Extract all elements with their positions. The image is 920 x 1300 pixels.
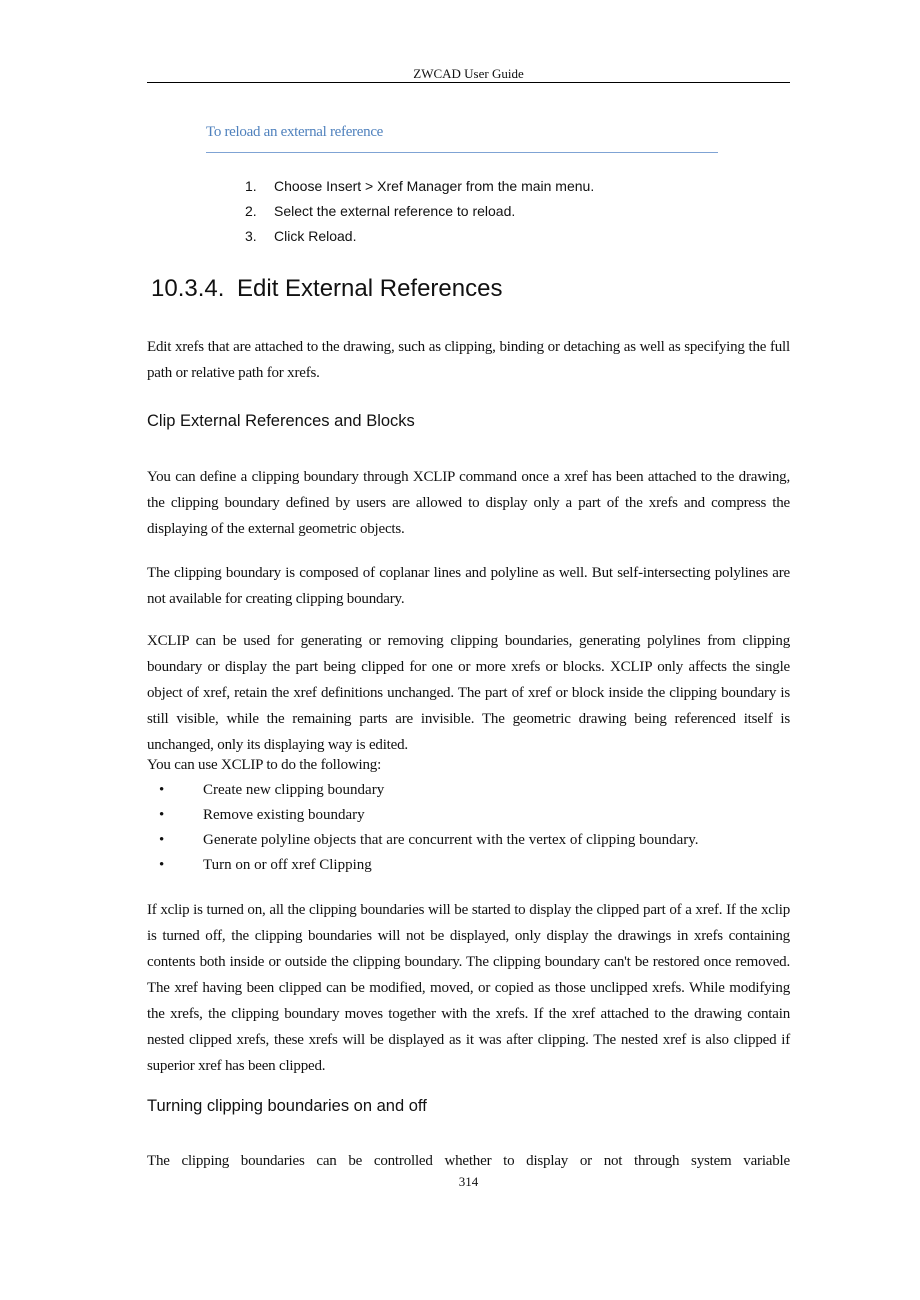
section-title: Edit External References bbox=[237, 275, 503, 302]
step-number: 2. bbox=[245, 203, 257, 219]
toggle-paragraph-1: The clipping boundaries can be controlled whether to display or not through system variable bbox=[147, 1153, 790, 1169]
bullet-text: Create new clipping boundary bbox=[203, 782, 385, 798]
bullet-icon: • bbox=[159, 782, 165, 798]
clip-paragraph-4: You can use XCLIP to do the following: bbox=[147, 757, 382, 773]
step-text: Select the external reference to reload. bbox=[274, 203, 516, 219]
page-number: 314 bbox=[458, 1174, 479, 1189]
procedure-title: To reload an external reference bbox=[206, 124, 384, 140]
procedure-rule bbox=[206, 152, 718, 153]
clip-paragraph-5: If xclip is turned on, all the clipping boundaries will be started to display the clipped part of a xref. If the xclip is turned off, the clipping boundaries will not be displayed, only display the drawings in xrefs containing contents both inside or outside the clipping boundary. The clipping boundary can't be restored once removed. The xref having been clipped can be modified, moved, or copied as those unclipped xrefs. While modifying the xrefs, the clipping boundary moves together with the xrefs. If the xref attached to the drawing contain nested clipped xrefs, these xrefs will be displayed as it was after clipping. The nested xref is also clipped if superior xref has been clipped. bbox=[147, 902, 790, 1074]
step-item bbox=[245, 174, 594, 199]
list-item bbox=[159, 778, 699, 803]
clip-heading: Clip External References and Blocks bbox=[147, 412, 415, 430]
step-text: Click Reload. bbox=[274, 228, 357, 244]
list-item bbox=[159, 828, 699, 853]
bullet-icon: • bbox=[159, 857, 165, 873]
step-number: 1. bbox=[245, 178, 257, 194]
page-header: ZWCAD User Guide bbox=[413, 66, 524, 81]
section-heading bbox=[151, 275, 502, 303]
clip-paragraph-1: You can define a clipping boundary through XCLIP command once a xref has been attached to the drawing, the clipping boundary defined by users are allowed to display only a part of the xrefs and compress the displaying of the external geometric objects. bbox=[147, 469, 790, 537]
clip-paragraph-2: The clipping boundary is composed of coplanar lines and polyline as well. But self-intersecting polylines are not available for creating clipping boundary. bbox=[147, 565, 790, 607]
step-item bbox=[245, 199, 594, 224]
bullet-icon: • bbox=[159, 807, 165, 823]
clip-paragraph-3: XCLIP can be used for generating or removing clipping boundaries, generating polylines from clipping boundary or display the part being clipped for one or more xrefs or blocks. XCLIP only affects the single object of xref, retain the xref definitions unchanged. The part of xref or block inside the clipping boundary is still visible, while the remaining parts are invisible. The geometric drawing being referenced itself is unchanged, only its displaying way is edited. bbox=[147, 633, 790, 753]
section-number: 10.3.4. bbox=[151, 275, 225, 302]
bullet-icon: • bbox=[159, 832, 165, 848]
section-intro: Edit xrefs that are attached to the drawing, such as clipping, binding or detaching as well as specifying the full path or relative path for xrefs. bbox=[147, 339, 790, 381]
toggle-heading: Turning clipping boundaries on and off bbox=[147, 1097, 427, 1115]
header-rule bbox=[147, 82, 790, 83]
step-item bbox=[245, 224, 594, 249]
list-item bbox=[159, 853, 699, 878]
xclip-bullets bbox=[159, 778, 699, 878]
list-item bbox=[159, 803, 699, 828]
bullet-text: Generate polyline objects that are concurrent with the vertex of clipping boundary. bbox=[203, 832, 699, 848]
bullet-text: Turn on or off xref Clipping bbox=[203, 857, 372, 873]
bullet-text: Remove existing boundary bbox=[203, 807, 365, 823]
procedure-steps bbox=[245, 174, 594, 249]
step-number: 3. bbox=[245, 228, 257, 244]
step-text: Choose Insert > Xref Manager from the main menu. bbox=[274, 178, 595, 194]
